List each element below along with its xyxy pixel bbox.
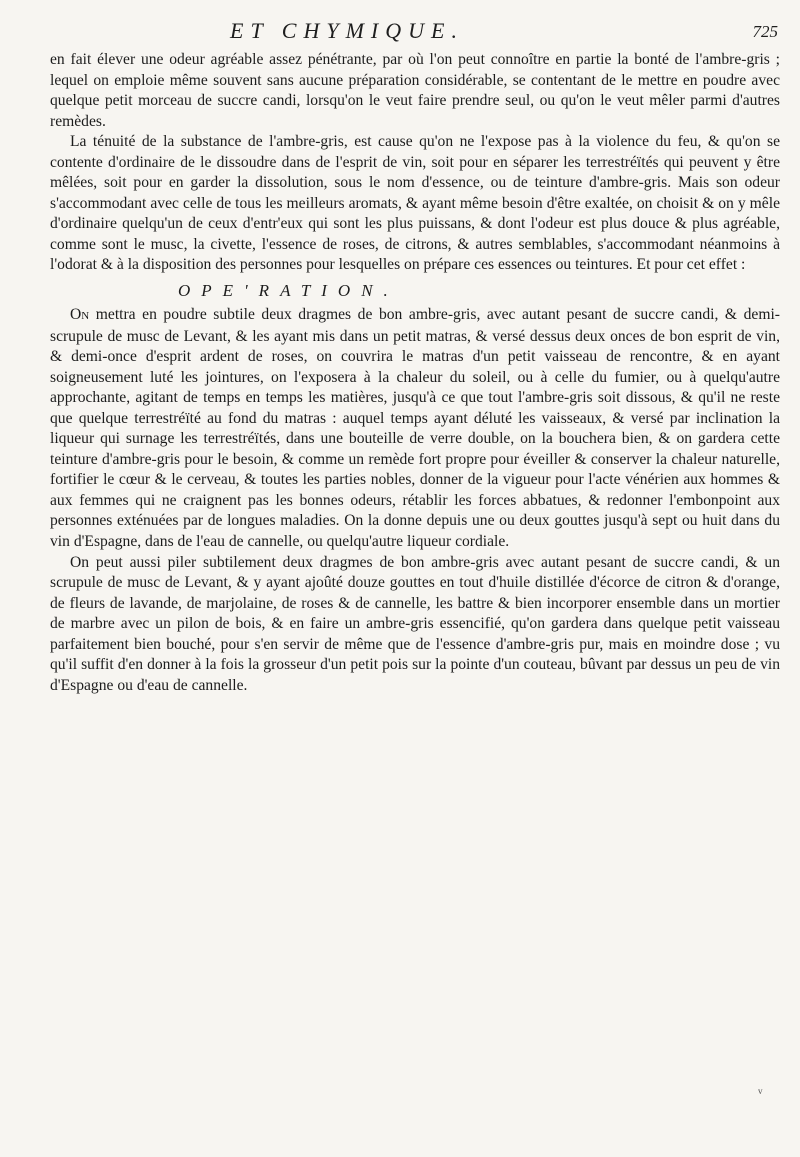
small-cap-letter: N bbox=[81, 310, 90, 323]
section-heading-operation: OPE'RATION. bbox=[178, 281, 399, 301]
running-head: ET CHYMIQUE. bbox=[230, 18, 464, 43]
drop-letter: O bbox=[70, 306, 82, 324]
paragraph-tenuite: La ténuité de la substance de l'ambre-gris, est cause qu'on ne l'expose pas à la violence du feu, & qu'on se contente d'ordinaire de le dissoudre dans de l'esprit de vin, soit pour en séparer les terrestréïtés qui peuvent y être mêlées, soit pour en garder la dissolution, sous le nom d'essence, ou de teinture d'ambre-gris. Mais son odeur s'accommodant avec celle de tous les meilleurs aromats, & ayant même besoin d'être exaltée, on choisit & on y mêle d'ordinaire quelqu'un de ceux d'entr'eux qui sont les plus puissans, & dont l'odeur est plus douce & plus agréable, comme sont le musc, la civette, l'essence de roses, de citrons, & autres semblables, s'accommodant néanmoins à l'odorat & à la disposition des personnes pour lesquelles on prépare ces essences ou teintures. Et pour cet effet : bbox=[50, 133, 780, 274]
page-number: 725 bbox=[752, 22, 778, 41]
paragraph-operation bbox=[50, 305, 780, 553]
signature-mark: v bbox=[758, 1086, 763, 1096]
paragraph-continuation: en fait élever une odeur agréable assez pénétrante, par où l'on peut connoître en partie la bonté de l'ambre-gris ; lequel on emploie même souvent sans aucune préparation considérable, se contentant de le mettre en poudre avec quelque petit morceau de succre candi, lorsqu'on le veut faire prendre seul, ou qu'on le veut mêler parmi d'autres remèdes. bbox=[50, 51, 780, 130]
paragraph-operation-text: mettra en poudre subtile deux dragmes de bon ambre-gris, avec autant pesant de succre candi, & demi-scrupule de musc de Levant, & les ayant mis dans un petit matras, & versé dessus deux onces de bon esprit de vin, & demi-once d'esprit ardent de roses, on couvrira le matras d'un petit vaisseau de rencontre, & en ayant soigneusement luté les jointures, on l'exposera à la chaleur du soleil, ou à celle du fumier, ou à quelqu'autre approchante, agitant de temps en temps les matières, jusqu'à ce que tout l'ambre-gris soit dissous, & qu'il ne reste que quelque terrestréïté au fond du matras : auquel temps ayant déluté les vaisseaux, & versé par inclination la liqueur qui surnage les terrestréïtés, dans une bouteille de verre double, on la bouchera bien, & on gardera cette teinture d'ambre-gris pour le besoin, & comme un remède fort propre pour éveiller & conserver la chaleur naturelle, fortifier le cœur & le cerveau, & toutes les parties nobles, donner de la vigueur pour l'acte vénérien aux hommes & aux femmes qui ne craignent pas les bonnes odeurs, rétablir les forces abbatues, & redonner l'embonpoint aux personnes exténuées par de longues maladies. On la donne depuis une ou deux gouttes jusqu'à sept ou huit dans du vin d'Espagne, dans de l'eau de cannelle, ou quelqu'autre liqueur cordiale. bbox=[50, 306, 780, 551]
text-block bbox=[50, 50, 780, 696]
paragraph-essencifie: On peut aussi piler subtilement deux dragmes de bon ambre-gris avec autant pesant de succre candi, & un scrupule de musc de Levant, & y ayant ajoûté douze gouttes en tout d'huile distillée d'écorce de citron & d'orange, de fleurs de lavande, de marjolaine, de roses & de cannelle, les battre & bien incorporer ensemble dans un mortier de marbre avec un pilon de bois, & en faire un ambre-gris essencifié, qu'on gardera dans quelque petit vaisseau parfaitement bien bouché, pour s'en servir de même que de l'essence d'ambre-gris pur, mais en moindre dose ; vu qu'il suffit d'en donner à la fois la grosseur d'un petit pois sur la pointe d'un couteau, bûvant par dessus un peu de vin d'Espagne ou d'eau de cannelle. bbox=[50, 553, 780, 694]
